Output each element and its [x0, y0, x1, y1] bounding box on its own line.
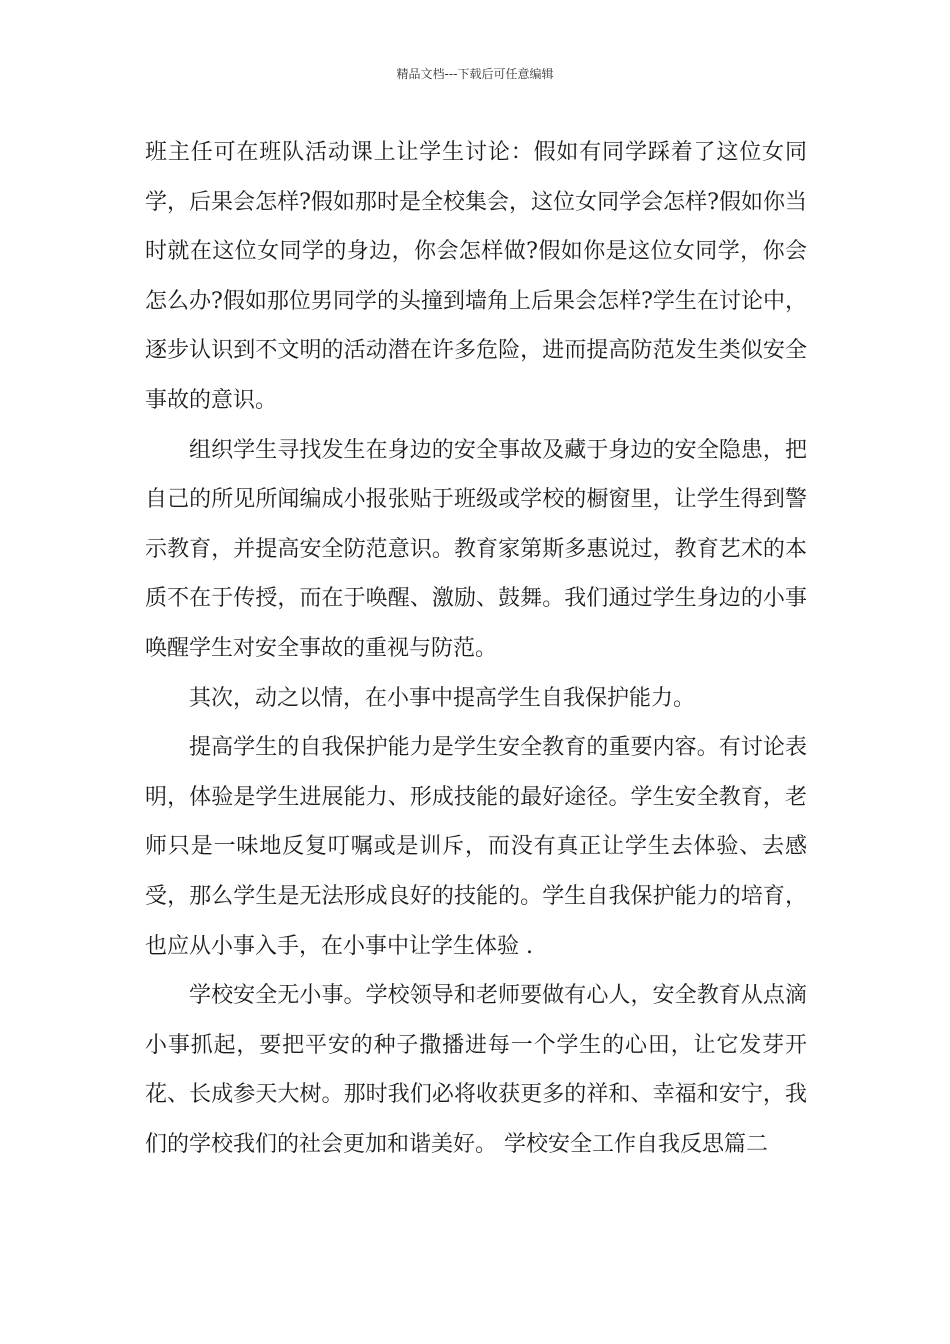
- paragraph-2: 组织学生寻找发生在身边的安全事故及藏于身边的安全隐患，把自己的所见所闻编成小报张贴于班级或学校的橱窗里，让学生得到警示教育，并提高安全防范意识。教育家第斯多惠说过，教育艺术的本质不在于传授，而在于唤醒、激励、鼓舞。我们通过学生身边的小事唤醒学生对安全事故的重视与防范。: [145, 437, 807, 661]
- document-body: [145, 128, 807, 1169]
- paragraph-3: 其次，动之以情，在小事中提高学生自我保护能力。: [189, 685, 696, 711]
- paragraph-4: 提高学生的自我保护能力是学生安全教育的重要内容。有讨论表明，体验是学生进展能力、形成技能的最好途径。学生安全教育，老师只是一味地反复叮嘱或是训斥，而没有真正让学生去体验、去感受，那么学生是无法形成良好的技能的。学生自我保护能力的培育，也应从小事入手，在小事中让学生体验 .: [145, 735, 807, 959]
- page-header: 精品文档---下载后可任意编辑: [396, 67, 554, 81]
- paragraph-1: 班主任可在班队活动课上让学生讨论：假如有同学踩着了这位女同学，后果会怎样?假如那时是全校集会，这位女同学会怎样?假如你当时就在这位女同学的身边，你会怎样做?假如你是这位女同学，你会怎么办?假如那位男同学的头撞到墙角上后果会怎样?学生在讨论中，逐步认识到不文明的活动潜在许多危险，进而提高防范发生类似安全事故的意识。: [145, 140, 807, 413]
- paragraph-5: 学校安全无小事。学校领导和老师要做有心人，安全教育从点滴小事抓起，要把平安的种子撒播进每一个学生的心田，让它发芽开花、长成参天大树。那时我们必将收获更多的祥和、幸福和安宁，我们的学校我们的社会更加和谐美好。 学校安全工作自我反思篇二: [145, 983, 807, 1157]
